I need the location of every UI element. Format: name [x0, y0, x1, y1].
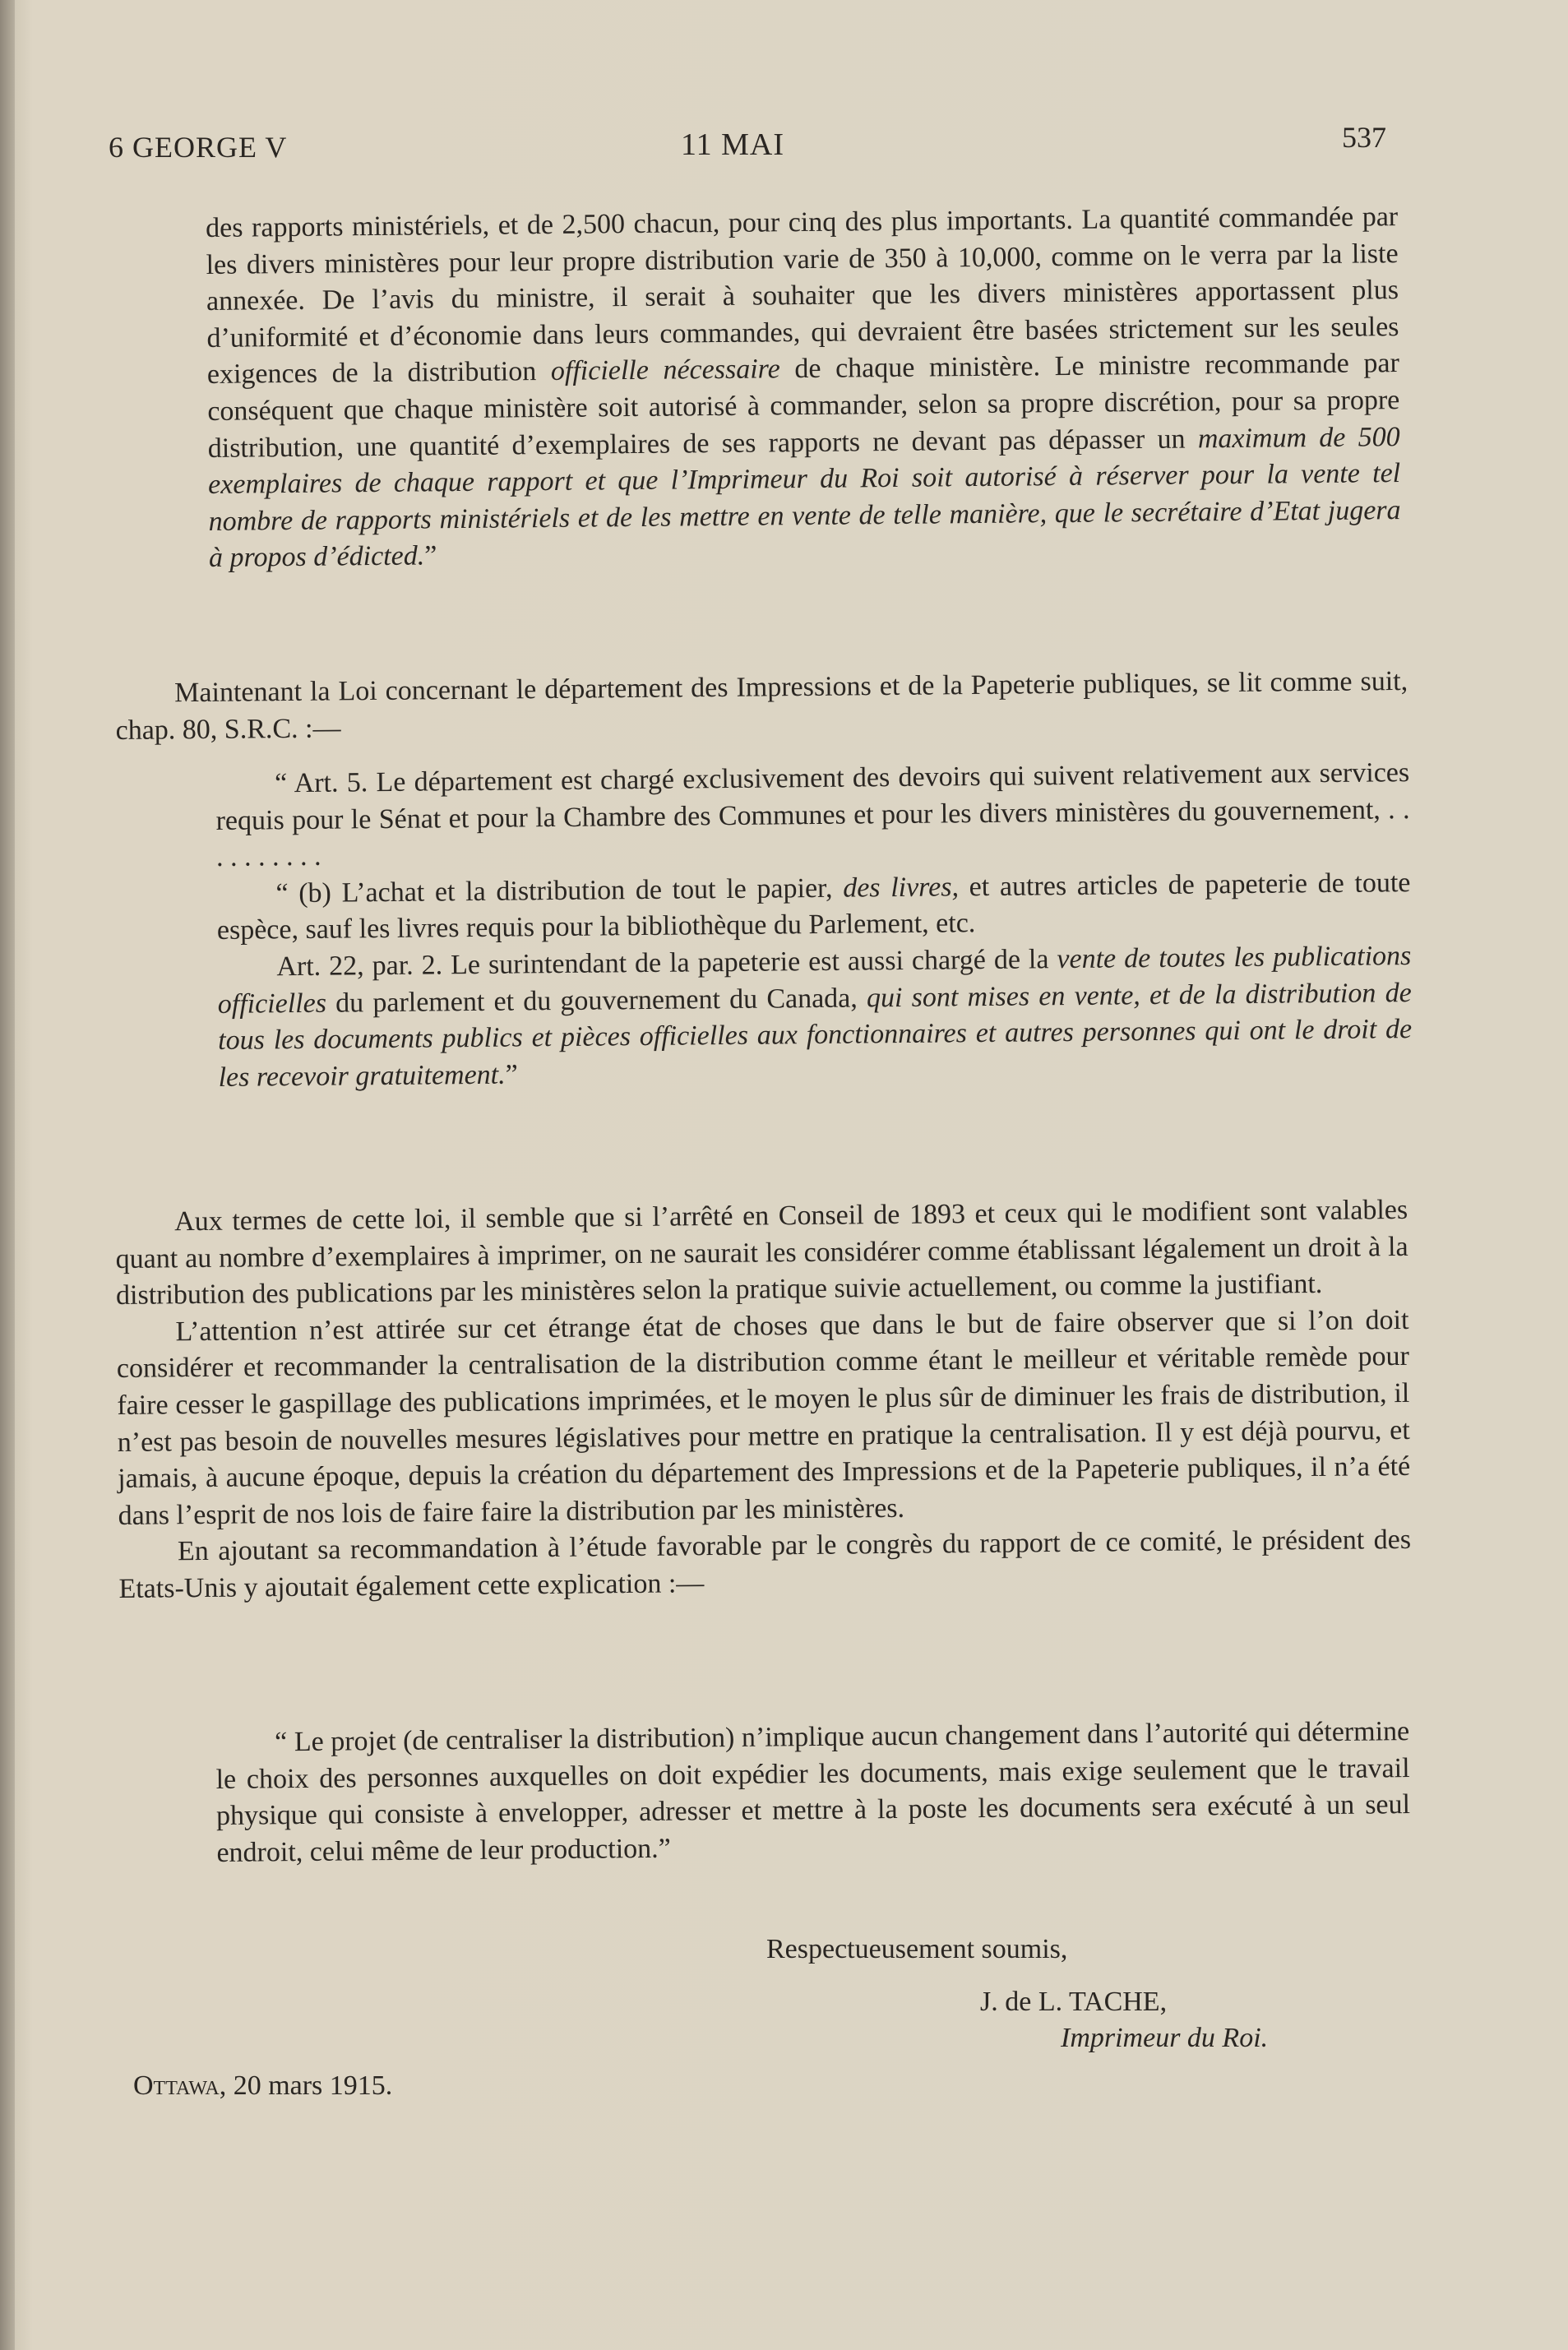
quoted-report-paragraph [206, 199, 1401, 577]
signatory-title: Imprimeur du Roi. [1061, 2023, 1269, 2053]
report-italic-1: officielle nécessaire [550, 354, 780, 387]
president-quotation-text: “ Le projet (de centraliser la distribution) n’implique aucun changement dans l’autorité qui détermine le choix des personnes auxquelles on doit expédier les documents, mais exige seulement que le travail physique qui consiste à envelopper, adresser et mettre à la poste les documents sera exécuté à un seul endroit, celui même de leur production.” [215, 1716, 1411, 1868]
analysis-paragraph-3: En ajoutant sa recommandation à l’étude favorable par le congrès du rapport de ce comité, le président des Etats-Unis y ajoutait également cette explication :— [118, 1524, 1412, 1604]
article-22-italic-2: qui sont mises en vente, et de la distribution de tous les documents publics et pièces officielles aux fonctionnaires et autres personnes qui ont le droit de les recevoir gratuitement. [218, 977, 1413, 1093]
analysis-paragraph-1: Aux termes de cette loi, il semble que si l’arrêté en Conseil de 1893 et ceux qui le modifient sont valables quant au nombre d’exemplaires à imprimer, on ne saurait les considérer comme établissant légalement un droit à la distribution des publications par les ministères selon la pratique suivie actuellement, ou comme la justifiant. [115, 1194, 1408, 1311]
header-date: 11 MAI [681, 127, 784, 162]
page-spine-shadow [0, 0, 15, 2350]
article-5-b-text-2: et autres articles de papeterie de toute espèce, sauf les livres requis pour la bibliothèque du Parlement, etc. [216, 867, 1411, 946]
analysis-paragraph-2: L’attention n’est attirée sur cet étrange état de choses que dans le but de faire observer que si l’on doit considérer et recommander la centralisation de la distribution comme étant le meilleur et véritable remède pour faire cesser le gaspillage des publications imprimées, et le moyen le plus sûr de diminuer les frais de distribution, il n’est pas besoin de nouvelles mesures législatives pour mettre en pratique la centralisation. Il y est déjà pourvu, et jamais, à aucune époque, depuis la création du département des Impressions et de la Papeterie publiques, il n’a été dans l’esprit de nos lois de faire faire la distribution par les ministères. [116, 1304, 1411, 1531]
article-5-b-italic: des livres, [843, 872, 960, 904]
place-name: Ottawa [133, 2070, 220, 2101]
header-regnal-year: 6 GEORGE V [109, 131, 288, 164]
analysis-paragraphs [115, 1192, 1412, 1608]
running-header [0, 123, 1568, 173]
report-text-2: de chaque ministère. Le ministre recommande par conséquent que chaque ministère soit autorisé à commander, selon sa propre discrétion, pour sa propre distribution, une quantité d’exemplaires de ses rapports ne devant pas dépasser un [207, 348, 1400, 464]
law-intro-text: Maintenant la Loi concernant le département des Impressions et de la Papeterie publiques, se lit comme suit, chap. 80, S.R.C. :— [115, 665, 1408, 746]
report-text-3: ” [424, 540, 437, 571]
signatory-name: J. de L. TACHE, [980, 1987, 1168, 2017]
article-22-text-2: du parlement et du gouvernement du Canada, [326, 982, 867, 1019]
article-22-text-1: Art. 22, par. 2. Le surintendant de la papeterie est aussi chargé de la [276, 944, 1057, 983]
date-text: , 20 mars 1915. [219, 2070, 393, 2101]
article-5-b-text-1: “ (b) L’achat et la distribution de tout le papier, [275, 872, 844, 909]
page-number: 537 [1342, 121, 1386, 154]
closing-salutation: Respectueusement soumis, [766, 1934, 1068, 1964]
report-italic-2: maximum de 500 exemplaires de chaque rapport et que l’Imprimeur du Roi soit autorisé à réserver pour la vente tel nombre de rapports ministériels et de les mettre en vente de telle manière, que le secrétaire d’Etat jugera à propos d’édicted. [208, 421, 1401, 574]
place-and-date [133, 2070, 392, 2102]
report-text-1: des rapports ministériels, et de 2,500 chacun, pour cinq des plus importants. La quantité commandée par les divers ministères pour leur propre distribution varie de 350 à 10,000, comme on le verra par la liste annexée. De l’avis du ministre, il serait à souhaiter que les divers ministères apportassent plus d’uniformité et d’économie dans leurs commandes, qui devraient être basées strictement sur les seules exigences de la distribution [206, 201, 1399, 391]
article-22 [217, 938, 1413, 1096]
article-5-text: “ Art. 5. Le département est chargé exclusivement des devoirs qui suivent relativement aux services requis pour le Sénat et pour la Chambre des Communes et pour les divers ministères du gouvernement, . . . . . . . . . . [215, 757, 1410, 873]
article-22-italic-1: vente de toutes les publications officielles [217, 941, 1412, 1020]
law-intro-paragraph [115, 664, 1408, 749]
president-quotation [215, 1714, 1411, 1871]
law-quotation [215, 755, 1413, 1096]
article-22-text-3: ” [505, 1059, 518, 1090]
article-5-b [216, 865, 1411, 950]
